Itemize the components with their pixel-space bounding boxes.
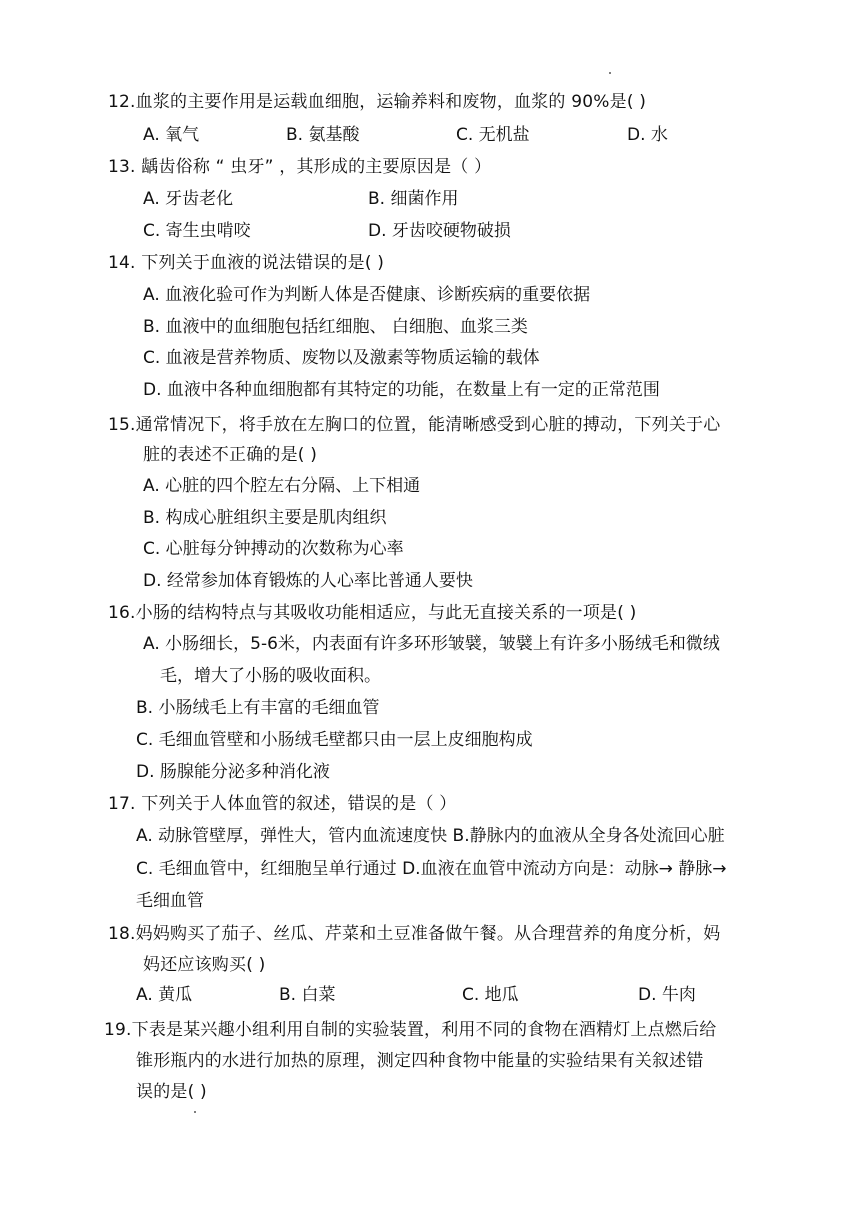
question-14-option-c: C. 血液是营养物质、废物以及激素等物质运输的载体 xyxy=(143,348,540,368)
question-17-option-d-continued: 毛细血管 xyxy=(136,891,204,911)
question-12-option-a: A. 氧气 xyxy=(143,125,200,145)
question-15-stem-line-2: 脏的表述不正确的是( ) xyxy=(143,445,318,465)
question-13-stem: 13. 龋齿俗称 “ 虫牙” ，其形成的主要原因是（ ） xyxy=(108,157,492,177)
question-15-option-d: D. 经常参加体育锻炼的人心率比普通人要快 xyxy=(143,571,473,591)
question-15-option-a: A. 心脏的四个腔左右分隔、上下相通 xyxy=(143,476,421,496)
question-16-option-c: C. 毛细血管壁和小肠绒毛壁都只由一层上皮细胞构成 xyxy=(136,730,533,750)
question-17-stem: 17. 下列关于人体血管的叙述，错误的是（ ） xyxy=(108,794,457,814)
question-16-stem: 16.小肠的结构特点与其吸收功能相适应，与此无直接关系的一项是( ) xyxy=(108,603,637,623)
question-13-option-c: C. 寄生虫啃咬 xyxy=(143,221,251,241)
question-16-option-a-line-2: 毛，增大了小肠的吸收面积。 xyxy=(160,666,381,686)
question-14-stem: 14. 下列关于血液的说法错误的是( ) xyxy=(108,253,385,273)
question-19-stem-line-1: 19.下表是某兴趣小组利用自制的实验装置，利用不同的食物在酒精灯上点燃后给 xyxy=(104,1020,717,1040)
question-12-option-d: D. 水 xyxy=(627,125,668,145)
question-18-option-d: D. 牛肉 xyxy=(638,985,696,1005)
question-15-option-b: B. 构成心脏组织主要是肌肉组织 xyxy=(143,508,387,528)
question-18-option-c: C. 地瓜 xyxy=(462,985,519,1005)
question-13-option-b: B. 细菌作用 xyxy=(368,189,459,209)
question-14-option-a: A. 血液化验可作为判断人体是否健康、诊断疾病的重要依据 xyxy=(143,285,591,305)
question-17-options-c-d: C. 毛细血管中，红细胞呈单行通过 D.血液在血管中流动方向是：动脉→ 静脉→ xyxy=(136,859,727,879)
question-16-option-b: B. 小肠绒毛上有丰富的毛细血管 xyxy=(136,698,380,718)
question-14-option-b: B. 血液中的血细胞包括红细胞、 白细胞、血浆三类 xyxy=(143,317,528,337)
question-19-stem-line-2: 锥形瓶内的水进行加热的原理，测定四种食物中能量的实验结果有关叙述错 xyxy=(136,1051,704,1071)
question-12-option-b: B. 氨基酸 xyxy=(286,125,360,145)
question-18-option-b: B. 白菜 xyxy=(279,985,336,1005)
question-18-stem-line-1: 18.妈妈购买了茄子、丝瓜、芹菜和土豆准备做午餐。从合理营养的角度分析，妈 xyxy=(108,924,721,944)
question-15-option-c: C. 心脏每分钟搏动的次数称为心率 xyxy=(143,539,404,559)
question-13-option-d: D. 牙齿咬硬物破损 xyxy=(368,221,511,241)
question-19-stem-line-3: 误的是( ) xyxy=(136,1082,207,1102)
question-12-stem: 12.血浆的主要作用是运载血细胞，运输养料和废物，血浆的 90%是( ) xyxy=(108,92,647,112)
question-15-stem-line-1: 15.通常情况下，将手放在左胸口的位置，能清晰感受到心脏的搏动，下列关于心 xyxy=(108,415,721,435)
question-14-option-d: D. 血液中各种血细胞都有其特定的功能，在数量上有一定的正常范围 xyxy=(143,380,660,400)
question-16-option-d: D. 肠腺能分泌多种消化液 xyxy=(136,762,330,782)
question-16-option-a-line-1: A. 小肠细长，5-6米，内表面有许多环形皱襞，皱襞上有许多小肠绒毛和微绒 xyxy=(143,634,720,654)
question-13-option-a: A. 牙齿老化 xyxy=(143,189,234,209)
scan-dot xyxy=(609,72,611,74)
question-18-option-a: A. 黄瓜 xyxy=(136,985,193,1005)
question-12-option-c: C. 无机盐 xyxy=(456,125,530,145)
question-17-options-a-b: A. 动脉管壁厚，弹性大，管内血流速度快 B.静脉内的血液从全身各处流回心脏 xyxy=(136,826,725,846)
question-18-stem-line-2: 妈还应该购买( ) xyxy=(143,955,266,975)
scan-dot xyxy=(194,1111,196,1113)
